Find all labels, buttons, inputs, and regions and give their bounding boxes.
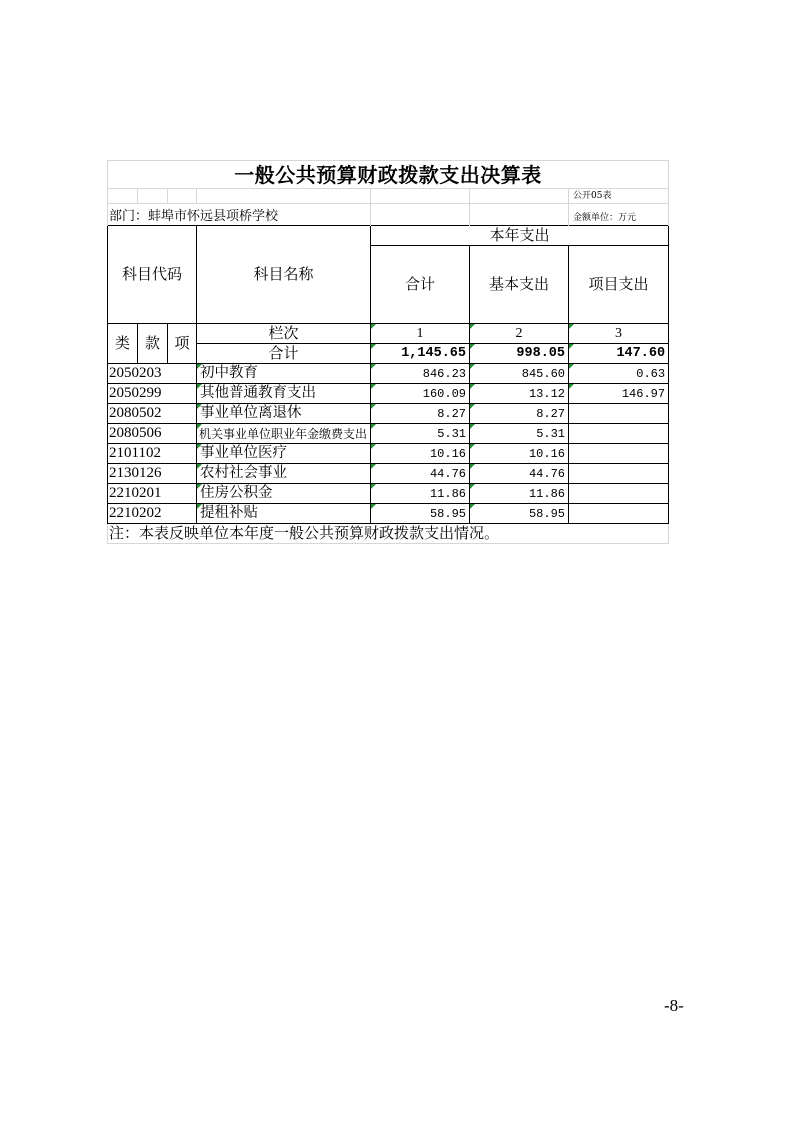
header-code: 科目代码 [108,226,197,324]
basic-value: 44.76 [470,464,569,484]
project-value [569,424,669,444]
subject-name: 住房公积金 [197,484,371,504]
total-value: 160.09 [371,384,470,404]
total-value: 8.27 [371,404,470,424]
title-row [108,161,669,189]
empty-cell [138,189,168,204]
form-row [108,189,669,204]
subject-name: 农村社会事业 [197,464,371,484]
basic-value: 58.95 [470,504,569,524]
subject-code: 2050299 [108,384,197,404]
project-value [569,404,669,424]
header-year-expense: 本年支出 [371,226,669,246]
basic-value: 5.31 [470,424,569,444]
total-value: 10.16 [371,444,470,464]
empty-cell [470,189,569,204]
subject-name: 机关事业单位职业年金缴费支出 [197,424,371,444]
table-row [108,384,669,404]
empty-cell [168,189,197,204]
table-row [108,444,669,464]
subject-code: 2080502 [108,404,197,424]
total-value: 58.95 [371,504,470,524]
basic-value: 13.12 [470,384,569,404]
empty-cell [197,189,371,204]
page-number: -8- [664,996,684,1015]
empty-cell [470,204,569,226]
header-total: 合计 [371,246,470,324]
basic-value: 11.86 [470,484,569,504]
empty-cell [108,189,138,204]
total-value: 846.23 [371,364,470,384]
header-row-1 [108,226,669,246]
basic-value: 10.16 [470,444,569,464]
table-row [108,424,669,444]
header-row-3 [108,324,669,344]
subject-name: 事业单位医疗 [197,444,371,464]
table-row [108,404,669,424]
header-column-number: 栏次 [197,324,371,344]
header-item: 项 [168,324,197,364]
department-label: 部门：蚌埠市怀远县项桥学校 [108,204,371,226]
total-project-value: 147.60 [569,344,669,364]
form-number: 公开05表 [569,189,669,204]
project-value [569,464,669,484]
subject-code: 2130126 [108,464,197,484]
table-row [108,504,669,524]
total-basic-value: 998.05 [470,344,569,364]
subject-name: 初中教育 [197,364,371,384]
project-value [569,444,669,464]
subject-code: 2101102 [108,444,197,464]
subject-code: 2210202 [108,504,197,524]
header-section: 款 [138,324,168,364]
subject-code: 2210201 [108,484,197,504]
header-class: 类 [108,324,138,364]
table-row [108,364,669,384]
header-basic: 基本支出 [470,246,569,324]
column-number-2: 2 [470,324,569,344]
table-note: 注：本表反映单位本年度一般公共预算财政拨款支出情况。 [108,524,669,544]
project-value: 146.97 [569,384,669,404]
unit-label: 金额单位：万元 [569,204,669,226]
subject-name: 其他普通教育支出 [197,384,371,404]
total-value: 44.76 [371,464,470,484]
table-title: 一般公共预算财政拨款支出决算表 [108,161,669,189]
total-sum-value: 1,145.65 [371,344,470,364]
subject-name: 事业单位离退休 [197,404,371,424]
table-row [108,464,669,484]
project-value: 0.63 [569,364,669,384]
subject-name: 提租补贴 [197,504,371,524]
total-label: 合计 [197,344,371,364]
total-value: 5.31 [371,424,470,444]
empty-cell [371,189,470,204]
project-value [569,504,669,524]
empty-cell [371,204,470,226]
basic-value: 845.60 [470,364,569,384]
subject-code: 2050203 [108,364,197,384]
header-project: 项目支出 [569,246,669,324]
column-number-3: 3 [569,324,669,344]
table-row [108,484,669,504]
basic-value: 8.27 [470,404,569,424]
expenditure-table [107,160,669,544]
subject-code: 2080506 [108,424,197,444]
column-number-1: 1 [371,324,470,344]
total-value: 11.86 [371,484,470,504]
project-value [569,484,669,504]
header-name: 科目名称 [197,226,371,324]
department-row [108,204,669,226]
note-row [108,524,669,544]
